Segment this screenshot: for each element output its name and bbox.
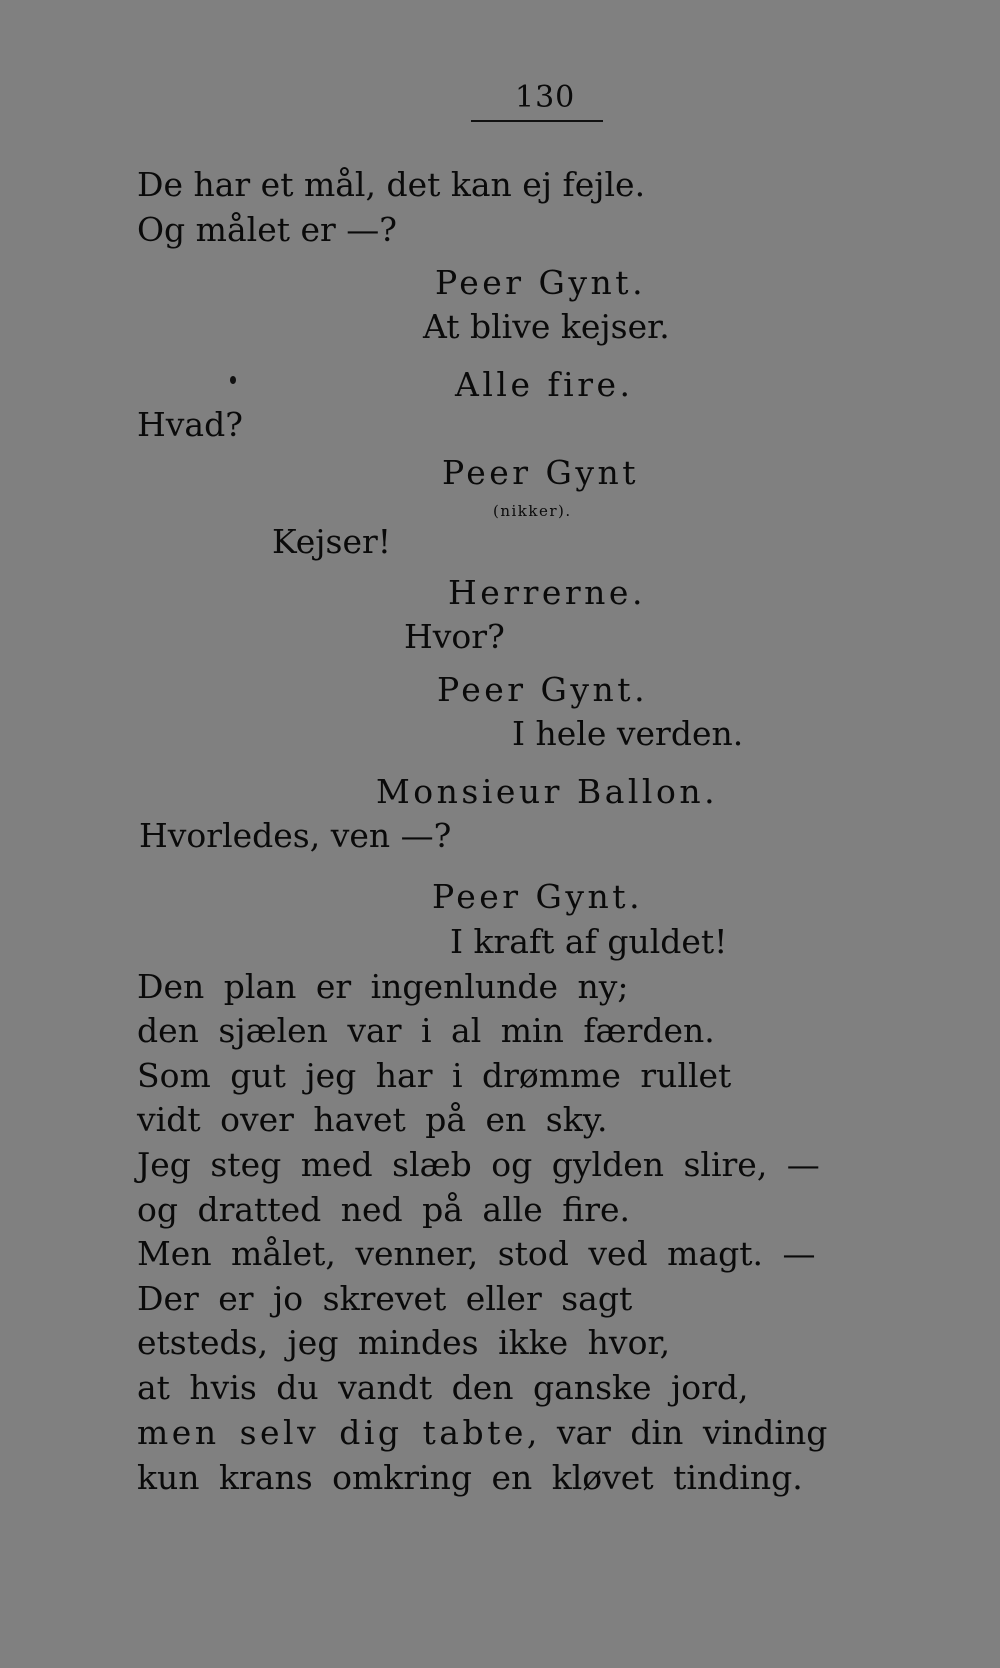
speaker-name: Peer Gynt. xyxy=(432,877,644,916)
verse-line: Hvor? xyxy=(404,617,505,656)
speaker-name: Peer Gynt xyxy=(442,453,640,492)
verse-line: vidt over havet på en sky. xyxy=(137,1100,608,1139)
speaker-name: Monsieur Ballon. xyxy=(376,772,719,811)
stage-direction: (nikker). xyxy=(493,502,572,520)
speaker-name: Peer Gynt. xyxy=(435,263,647,302)
verse-line-end: , var din vinding xyxy=(526,1413,828,1452)
verse-line: I hele verden. xyxy=(512,714,744,753)
stray-mark xyxy=(230,376,236,384)
verse-line: At blive kejser. xyxy=(423,307,670,346)
verse-line: den sjælen var i al min færden. xyxy=(137,1011,715,1050)
verse-line: De har et mål, det kan ej fejle. xyxy=(137,165,646,204)
verse-line: Hvad? xyxy=(137,405,243,444)
verse-line: Hvorledes, ven —? xyxy=(139,816,452,855)
verse-line: Kejser! xyxy=(272,522,392,561)
header-rule xyxy=(471,120,603,122)
verse-line: Der er jo skrevet eller sagt xyxy=(137,1279,633,1318)
verse-line: etsteds, jeg mindes ikke hvor, xyxy=(137,1323,671,1362)
verse-line: Jeg steg med slæb og gylden slire, — xyxy=(137,1145,820,1184)
verse-line: kun krans omkring en kløvet tinding. xyxy=(137,1458,803,1497)
emphasized-text: men selv dig tabte xyxy=(137,1413,527,1452)
verse-line: I kraft af guldet! xyxy=(450,922,728,961)
verse-line: Og målet er —? xyxy=(137,210,397,249)
verse-line: at hvis du vandt den ganske jord, xyxy=(137,1368,749,1407)
verse-line: Som gut jeg har i drømme rullet xyxy=(137,1056,732,1095)
speaker-name: Herrerne. xyxy=(448,573,646,612)
speaker-name: Peer Gynt. xyxy=(437,670,649,709)
speaker-name: Alle fire. xyxy=(455,365,634,404)
verse-line: Den plan er ingenlunde ny; xyxy=(137,967,629,1006)
verse-line: Men målet, venner, stod ved magt. — xyxy=(137,1234,816,1273)
verse-line xyxy=(137,1413,827,1453)
verse-line: og dratted ned på alle fire. xyxy=(137,1190,631,1229)
page-number: 130 xyxy=(515,80,576,115)
